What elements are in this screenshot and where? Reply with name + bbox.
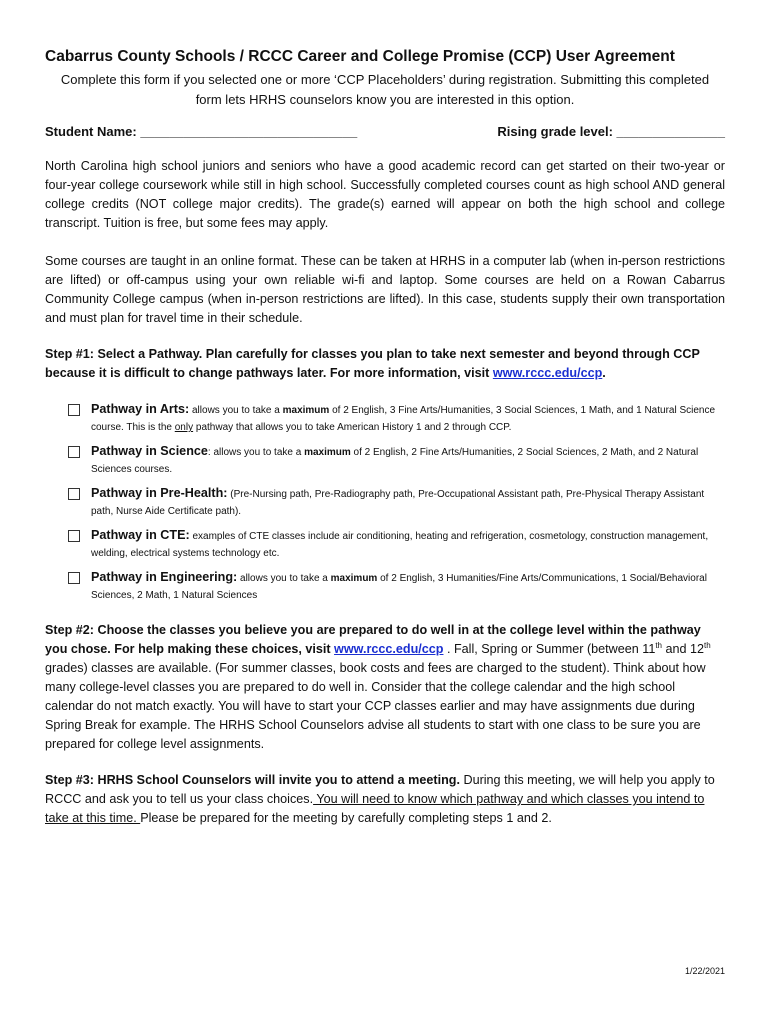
step-1 (45, 345, 725, 383)
pathway-cte-checkbox[interactable] (68, 530, 80, 542)
step-3-text-2: Please be prepared for the meeting by carefully completing steps 1 and 2. (140, 811, 552, 825)
pathway-list (45, 401, 725, 604)
document-subtitle: Complete this form if you selected one or more ‘CCP Placeholders’ during registration. Submitting this completed form lets HRHS counselors know you are interested in this option. (60, 72, 710, 107)
pathway-pre-health (68, 485, 725, 520)
online-paragraph: Some courses are taught in an online format. These can be taken at HRHS in a computer lab (when in-person restrictions are lifted) or off-campus using your own reliable wi-fi and laptop. Some courses are held on a Rowan Cabarrus Community College campus (when in-person restrictions are lifted). In this case, students supply their own transportation and must plan for travel time in their schedule. (45, 254, 725, 325)
rccc-ccp-link-1[interactable]: www.rccc.edu/ccp (492, 366, 603, 380)
step-2-heading: Step #2: Choose the classes you believe you are prepared to do well in at the college level within the pathway you chose. For help making these choices, visit (45, 623, 701, 656)
pathway-pre-health-desc: (Pre-Nursing path, Pre-Radiography path, Pre-Occupational Assistant path, Pre-Physical Therapy Assistant path, Nurse Aide Certificate path). (91, 489, 705, 517)
pathway-arts (68, 401, 725, 436)
pathway-engineering-text (91, 569, 725, 604)
step-1-end: . (602, 366, 606, 380)
step-2-sup-1: th (655, 640, 662, 650)
rising-grade-field[interactable]: Rising grade level: _______________ (497, 124, 725, 139)
step-2-sup-2: th (704, 640, 711, 650)
pathway-engineering-name: Pathway in Engineering: (91, 570, 238, 584)
pathway-arts-desc-2: of 2 English, 3 Fine Arts/Humanities, 3 Social Sciences, 1 Math, and 1 Natural Science course. This is the (91, 405, 716, 433)
pathway-cte-desc: examples of CTE classes include air conditioning, heating and refrigeration, cosmetology, construction management, welding, electrical systems technology etc. (91, 531, 709, 559)
student-fields (45, 124, 725, 139)
document-title: Cabarrus County Schools / RCCC Career and College Promise (CCP) User Agreement (45, 48, 675, 65)
step-2-text-2: and 12 (662, 642, 705, 656)
pathway-arts-desc-1: allows you to take a (189, 405, 283, 416)
pathway-engineering-desc-2: of 2 English, 3 Humanities/Fine Arts/Communications, 1 Social/Behavioral Sciences, 2 Math, 1 Natural Sciences (91, 573, 707, 601)
pathway-engineering-bold: maximum (330, 573, 378, 584)
pathway-cte-text (91, 527, 725, 562)
step-3-heading: Step #3: HRHS School Counselors will invite you to attend a meeting. (45, 773, 460, 787)
pathway-science-desc-1: : allows you to take a (207, 447, 305, 458)
pathway-pre-health-text (91, 485, 725, 520)
pathway-engineering (68, 569, 725, 604)
pathway-arts-desc-3: pathway that allows you to take American History 1 and 2 through CCP. (193, 422, 512, 433)
pathway-science-bold: maximum (304, 447, 351, 458)
intro-paragraph: North Carolina high school juniors and seniors who have a good academic record can get started on their two-year or four-year college coursework while still in high school. Successfully completed courses count as high school AND general college credits (NOT college major credits). The grade(s) earned will appear on both the high school and college transcript. Tuition is free, but some fees may apply. (45, 159, 725, 230)
pathway-cte (68, 527, 725, 562)
step-3-text-1: During this meeting, we will help you apply to RCCC and ask you to tell us your class choices. (45, 773, 715, 806)
step-2-text-1: . Fall, Spring or Summer (between 11 (443, 642, 656, 656)
pathway-science (68, 443, 725, 478)
step-1-text: Step #1: Select a Pathway. Plan carefully for classes you plan to take next semester and beyond through CCP because it is difficult to change pathways later. For more information, visit (45, 347, 700, 380)
pathway-science-checkbox[interactable] (68, 446, 80, 458)
step-2-text-3: grades) classes are available. (For summer classes, book costs and fees are charged to the student). Think about how many college-level classes you are prepared to do well in. Consider that the college calendar and the high school calendar do not match exactly. You will have to start your CCP classes earlier and may have assignments due during Spring Break for example. The HRHS School Counselors advise all students to start with one class to be sure you are prepared for college level assignments. (45, 661, 706, 751)
pathway-arts-text (91, 401, 725, 436)
rccc-ccp-link-2[interactable]: www.rccc.edu/ccp (334, 642, 444, 656)
pathway-cte-name: Pathway in CTE: (91, 528, 190, 542)
pathway-pre-health-checkbox[interactable] (68, 488, 80, 500)
pathway-engineering-desc-1: allows you to take a (237, 573, 331, 584)
pathway-science-text (91, 443, 725, 478)
student-name-field[interactable]: Student Name: ______________________________ (45, 124, 358, 139)
footer-date: 1/22/2021 (684, 966, 725, 976)
pathway-pre-health-name: Pathway in Pre-Health: (91, 486, 228, 500)
pathway-arts-bold: maximum (282, 405, 330, 416)
step-3-underline: You will need to know which pathway and which classes you intend to take at this time. (45, 792, 705, 825)
step-3 (45, 771, 725, 828)
pathway-arts-name: Pathway in Arts: (91, 402, 190, 416)
pathway-arts-checkbox[interactable] (68, 404, 80, 416)
pathway-science-name: Pathway in Science (91, 444, 208, 458)
pathway-arts-underline: only (174, 422, 194, 433)
step-2 (45, 621, 725, 754)
pathway-science-desc-2: of 2 English, 2 Fine Arts/Humanities, 2 Social Sciences, 2 Math, and 2 Natural Sciences courses. (91, 447, 699, 475)
pathway-engineering-checkbox[interactable] (68, 572, 80, 584)
